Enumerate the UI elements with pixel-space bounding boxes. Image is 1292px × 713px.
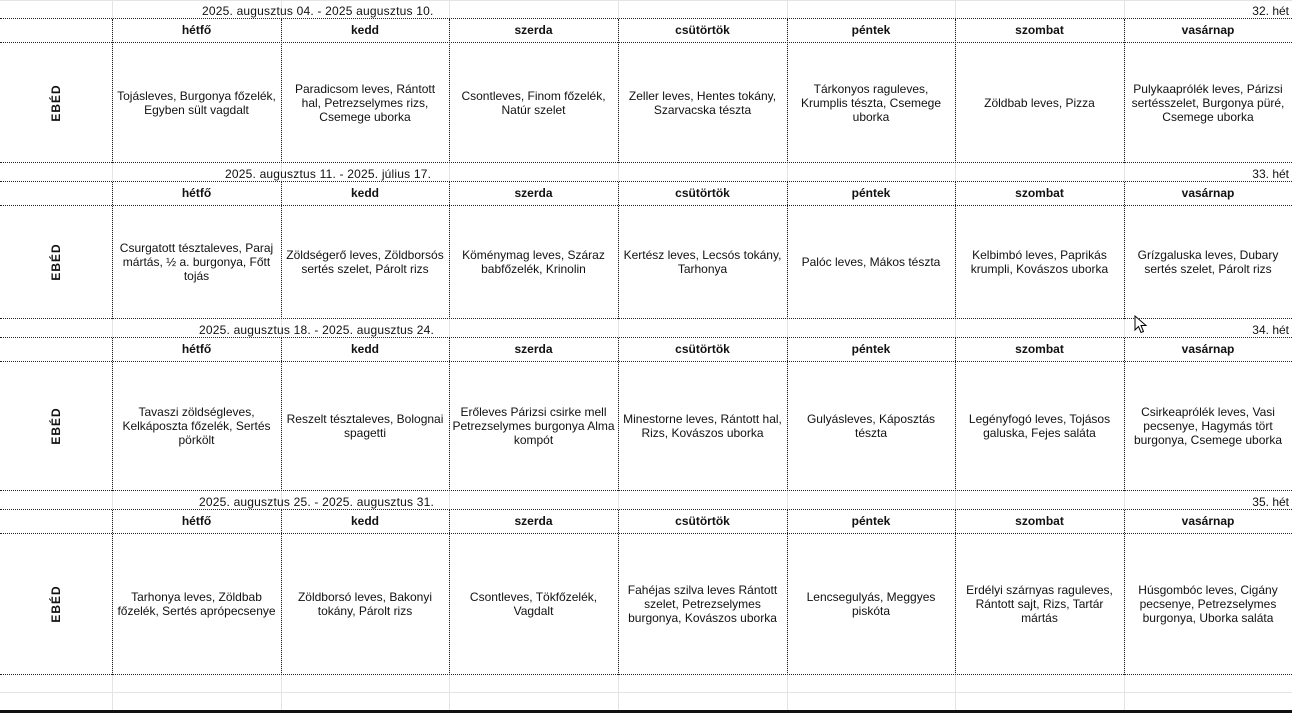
meal-text: Tarhonya leves, Zöldbab főzelék, Sertés aprópecsenye (117, 590, 276, 618)
day-header: vasárnap (1181, 23, 1235, 37)
column-separator (449, 182, 450, 319)
day-header: hétfő (181, 23, 212, 37)
column-separator (787, 19, 788, 163)
meal-cell[interactable] (955, 534, 1124, 674)
column-separator (787, 510, 788, 675)
week-header (0, 0, 1292, 19)
meal-cell[interactable] (281, 206, 449, 318)
meal-text: Köménymag leves, Száraz babfőzelék, Krinolin (462, 248, 605, 276)
meal-cell[interactable] (618, 362, 787, 490)
meal-text: Csontleves, Tökfőzelék, Vagdalt (469, 590, 598, 618)
meal-cell[interactable] (955, 206, 1124, 318)
meal-text: Kertész leves, Lecsós tokány, Tarhonya (623, 248, 782, 276)
lunch-row (0, 206, 1292, 319)
day-header: péntek (851, 342, 891, 356)
week-block (0, 163, 1292, 319)
day-header: péntek (851, 23, 891, 37)
meal-cell[interactable] (112, 43, 281, 162)
meal-text: Zöldbab leves, Pizza (984, 95, 1095, 110)
meal-text: Pulykaaprólék leves, Párizsi sertésszelet, Burgonya püré, Csemege uborka (1131, 81, 1285, 124)
day-header-row (0, 19, 1292, 43)
meal-text: Zeller leves, Hentes tokány, Szarvacska tészta (628, 88, 777, 117)
day-header-row (0, 182, 1292, 206)
mouse-pointer-icon (1134, 315, 1148, 335)
week-header (0, 163, 1292, 182)
meal-text: Grízgaluska leves, Dubary sertés szelet, Párolt rizs (1137, 248, 1279, 276)
meal-text: Gulyásleves, Káposztás tészta (806, 412, 936, 440)
meal-label-cell (0, 362, 112, 490)
column-separator (1124, 338, 1125, 491)
column-separator (787, 338, 788, 491)
day-header: péntek (851, 186, 891, 200)
column-separator (618, 338, 619, 491)
lunch-row (0, 43, 1292, 163)
meal-text: Reszelt tésztaleves, Bolognai spagetti (286, 412, 444, 440)
week-date-range: 2025. augusztus 11. - 2025. július 17. (225, 167, 432, 181)
meal-cell[interactable] (787, 534, 955, 674)
meal-text: Csontleves, Finom főzelék, Natúr szelet (461, 88, 606, 117)
column-separator (281, 510, 282, 675)
meal-label: EBÉD (49, 83, 63, 122)
day-header-row (0, 510, 1292, 534)
meal-cell[interactable] (787, 362, 955, 490)
day-header: szerda (514, 186, 553, 200)
day-header: csütörtök (675, 23, 730, 37)
week-header (0, 491, 1292, 510)
week-number: 34. hét (1252, 323, 1289, 337)
week-header (0, 319, 1292, 338)
meal-cell[interactable] (281, 43, 449, 162)
meal-cell[interactable] (449, 43, 618, 162)
column-separator (112, 510, 113, 675)
day-header: szombat (1015, 186, 1064, 200)
meal-cell[interactable] (449, 206, 618, 318)
lunch-row (0, 362, 1292, 491)
day-header: csütörtök (675, 342, 730, 356)
week-date-range: 2025. augusztus 18. - 2025. augusztus 24. (199, 323, 435, 337)
meal-text: Tavaszi zöldségleves, Kelkáposzta főzelék, Sertés pörkölt (122, 405, 271, 447)
meal-label: EBÉD (49, 243, 63, 281)
meal-text: Paradicsom leves, Rántott hal, Petrezselymes rizs, Csemege uborka (294, 81, 436, 124)
meal-text: Erdélyi szárnyas raguleves, Rántott sajt, Rizs, Tartár mártás (966, 583, 1113, 625)
day-header: kedd (350, 342, 379, 356)
meal-cell[interactable] (1124, 534, 1292, 674)
meal-text: Zöldségerő leves, Zöldborsós sertés szelet, Párolt rizs (286, 248, 444, 276)
meal-label-cell (0, 206, 112, 318)
column-separator (1124, 510, 1125, 675)
day-header: csütörtök (675, 186, 730, 200)
meal-cell[interactable] (787, 206, 955, 318)
meal-text: Csirkeaprólék leves, Vasi pecsenye, Hagymás tört burgonya, Csemege uborka (1133, 405, 1283, 447)
lunch-row (0, 534, 1292, 675)
column-separator (955, 182, 956, 319)
day-header: kedd (350, 514, 379, 528)
column-separator (281, 19, 282, 163)
meal-cell[interactable] (281, 534, 449, 674)
meal-cell[interactable] (955, 43, 1124, 162)
meal-cell[interactable] (112, 534, 281, 674)
day-header: szombat (1015, 514, 1064, 528)
day-header: vasárnap (1181, 186, 1235, 200)
column-separator (618, 510, 619, 675)
column-separator (955, 510, 956, 675)
day-header: szerda (514, 342, 553, 356)
day-header: hétfő (181, 514, 212, 528)
column-separator (449, 510, 450, 675)
meal-cell[interactable] (449, 362, 618, 490)
column-separator (787, 182, 788, 319)
meal-text: Erőleves Párizsi csirke mell Petrezselymes burgonya Alma kompót (452, 405, 615, 447)
meal-text: Zöldborsó leves, Bakonyi tokány, Párolt rizs (297, 590, 433, 618)
meal-text: Tárkonyos raguleves, Krumplis tészta, Csemege uborka (800, 81, 942, 124)
column-separator (112, 182, 113, 319)
day-header-row (0, 338, 1292, 362)
day-header: péntek (851, 514, 891, 528)
week-number: 33. hét (1252, 167, 1289, 181)
meal-text: Lencsegulyás, Meggyes piskóta (806, 590, 936, 618)
column-separator (955, 338, 956, 491)
column-separator (112, 338, 113, 491)
day-header: szerda (514, 514, 553, 528)
day-header: vasárnap (1181, 342, 1235, 356)
meal-text: Tojásleves, Burgonya főzelék, Egyben sült vagdalt (117, 88, 276, 117)
meal-cell[interactable] (1124, 206, 1292, 318)
meal-cell[interactable] (1124, 362, 1292, 490)
meal-text: Legényfogó leves, Tojásos galuska, Fejes saláta (968, 412, 1111, 440)
meal-text: Kelbimbó leves, Paprikás krumpli, Kovászos uborka (970, 248, 1109, 276)
meal-label-cell (0, 43, 112, 162)
day-header: vasárnap (1181, 514, 1235, 528)
day-header: hétfő (181, 186, 212, 200)
column-separator (618, 182, 619, 319)
meal-cell[interactable] (618, 534, 787, 674)
column-separator (112, 19, 113, 163)
week-date-range: 2025. augusztus 25. - 2025. augusztus 31. (199, 495, 435, 509)
column-separator (449, 19, 450, 163)
week-number: 35. hét (1252, 495, 1289, 509)
meal-cell[interactable] (449, 534, 618, 674)
week-number: 32. hét (1252, 4, 1289, 18)
meal-label-cell (0, 534, 112, 674)
day-header: szombat (1015, 342, 1064, 356)
day-header: szombat (1015, 23, 1064, 37)
meal-text: Csurgatott tésztaleves, Paraj mártás, ½ a. burgonya, Főtt tojás (119, 241, 274, 283)
column-separator (281, 338, 282, 491)
meal-cell[interactable] (618, 43, 787, 162)
day-header: hétfő (181, 342, 212, 356)
meal-cell[interactable] (112, 206, 281, 318)
meal-cell[interactable] (787, 43, 955, 162)
week-block (0, 0, 1292, 163)
day-header: kedd (350, 186, 379, 200)
meal-label: EBÉD (49, 585, 63, 623)
column-separator (1124, 19, 1125, 163)
meal-text: Minestorne leves, Rántott hal, Rizs, Kovászos uborka (623, 412, 782, 440)
meal-cell[interactable] (281, 362, 449, 490)
week-block (0, 491, 1292, 675)
week-block (0, 319, 1292, 491)
meal-text: Palóc leves, Mákos tészta (801, 255, 941, 269)
column-separator (955, 19, 956, 163)
day-header: kedd (350, 23, 379, 37)
day-header: szerda (514, 23, 553, 37)
meal-text: Húsgombóc leves, Cigány pecsenye, Petrezselymes burgonya, Uborka saláta (1138, 583, 1278, 625)
week-date-range: 2025. augusztus 04. - 2025 augusztus 10. (202, 4, 434, 18)
meal-label: EBÉD (49, 407, 63, 445)
meal-cell[interactable] (618, 206, 787, 318)
day-header: csütörtök (675, 514, 730, 528)
meal-cell[interactable] (955, 362, 1124, 490)
column-separator (281, 182, 282, 319)
column-separator (618, 19, 619, 163)
meal-text: Fahéjas szilva leves Rántott szelet, Petrezselymes burgonya, Kovászos uborka (627, 583, 778, 625)
meal-cell[interactable] (112, 362, 281, 490)
column-separator (449, 338, 450, 491)
column-separator (1124, 182, 1125, 319)
meal-cell[interactable] (1124, 43, 1292, 162)
